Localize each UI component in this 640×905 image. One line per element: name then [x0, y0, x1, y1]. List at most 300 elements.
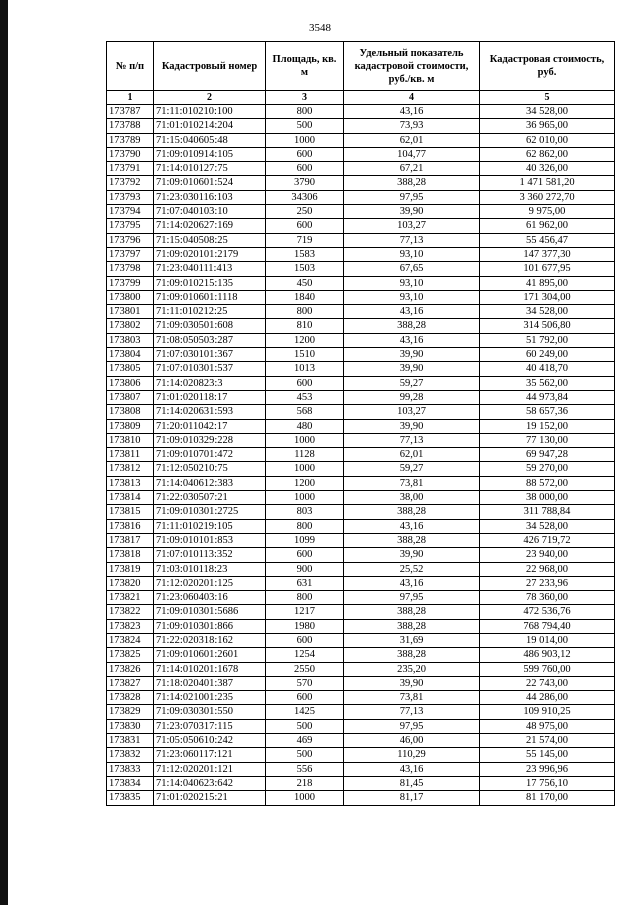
column-number: 2 — [154, 91, 266, 105]
table-row — [107, 662, 615, 676]
specific-value-cell: 31,69 — [344, 633, 480, 647]
cadastral-value-cell: 77 130,00 — [480, 433, 615, 447]
row-number-cell: 173832 — [107, 748, 154, 762]
cadastral-number-cell: 71:14:021001:235 — [154, 691, 266, 705]
area-cell: 1425 — [266, 705, 344, 719]
area-cell: 1000 — [266, 133, 344, 147]
cadastral-number-cell: 71:23:040111:413 — [154, 262, 266, 276]
cadastral-value-cell: 9 975,00 — [480, 205, 615, 219]
table-row — [107, 633, 615, 647]
cadastral-number-cell: 71:09:010914:105 — [154, 147, 266, 161]
cadastral-value-cell: 61 962,00 — [480, 219, 615, 233]
row-number-cell: 173794 — [107, 205, 154, 219]
specific-value-cell: 81,45 — [344, 776, 480, 790]
cadastral-number-cell: 71:09:010301:866 — [154, 619, 266, 633]
cadastral-number-cell: 71:23:060117:121 — [154, 748, 266, 762]
cadastral-value-cell: 44 286,00 — [480, 691, 615, 705]
specific-value-cell: 43,16 — [344, 519, 480, 533]
specific-value-cell: 39,90 — [344, 205, 480, 219]
row-number-cell: 173809 — [107, 419, 154, 433]
cadastral-number-cell: 71:12:050210:75 — [154, 462, 266, 476]
cadastral-value-cell: 311 788,84 — [480, 505, 615, 519]
cadastral-value-cell: 101 677,95 — [480, 262, 615, 276]
cadastral-value-cell: 55 456,47 — [480, 233, 615, 247]
cadastral-number-cell: 71:12:020201:125 — [154, 576, 266, 590]
row-number-cell: 173797 — [107, 247, 154, 261]
specific-value-cell: 77,13 — [344, 433, 480, 447]
table-row — [107, 405, 615, 419]
specific-value-cell: 97,95 — [344, 719, 480, 733]
row-number-cell: 173805 — [107, 362, 154, 376]
cadastral-value-cell: 22 743,00 — [480, 676, 615, 690]
cadastral-number-cell: 71:14:020631:593 — [154, 405, 266, 419]
column-number: 1 — [107, 91, 154, 105]
row-number-cell: 173787 — [107, 105, 154, 119]
cadastral-value-cell: 78 360,00 — [480, 591, 615, 605]
row-number-cell: 173825 — [107, 648, 154, 662]
area-cell: 1000 — [266, 791, 344, 805]
header-cadastral-number: Кадастровый номер — [154, 42, 266, 91]
table-row — [107, 276, 615, 290]
cadastral-number-cell: 71:05:050610:242 — [154, 734, 266, 748]
cadastral-value-cell: 34 528,00 — [480, 105, 615, 119]
column-number: 4 — [344, 91, 480, 105]
row-number-cell: 173804 — [107, 348, 154, 362]
specific-value-cell: 103,27 — [344, 405, 480, 419]
row-number-cell: 173814 — [107, 491, 154, 505]
specific-value-cell: 43,16 — [344, 762, 480, 776]
table-row — [107, 190, 615, 204]
specific-value-cell: 43,16 — [344, 576, 480, 590]
area-cell: 1000 — [266, 462, 344, 476]
specific-value-cell: 97,95 — [344, 190, 480, 204]
area-cell: 719 — [266, 233, 344, 247]
area-cell: 3790 — [266, 176, 344, 190]
row-number-cell: 173790 — [107, 147, 154, 161]
area-cell: 218 — [266, 776, 344, 790]
specific-value-cell: 62,01 — [344, 133, 480, 147]
cadastral-value-cell: 768 794,40 — [480, 619, 615, 633]
cadastral-number-cell: 71:20:011042:17 — [154, 419, 266, 433]
area-cell: 500 — [266, 719, 344, 733]
table-row — [107, 462, 615, 476]
area-cell: 1200 — [266, 333, 344, 347]
specific-value-cell: 99,28 — [344, 390, 480, 404]
table-row — [107, 562, 615, 576]
row-number-cell: 173831 — [107, 734, 154, 748]
row-number-cell: 173829 — [107, 705, 154, 719]
area-cell: 450 — [266, 276, 344, 290]
cadastral-number-cell: 71:09:020101:2179 — [154, 247, 266, 261]
cadastral-number-cell: 71:01:010214:204 — [154, 119, 266, 133]
specific-value-cell: 73,81 — [344, 476, 480, 490]
cadastral-value-cell: 38 000,00 — [480, 491, 615, 505]
specific-value-cell: 104,77 — [344, 147, 480, 161]
table-row — [107, 719, 615, 733]
cadastral-number-cell: 71:09:010601:1118 — [154, 290, 266, 304]
area-cell: 2550 — [266, 662, 344, 676]
cadastral-number-cell: 71:07:030101:367 — [154, 348, 266, 362]
cadastral-number-cell: 71:14:040623:642 — [154, 776, 266, 790]
header-row-number: № п/п — [107, 42, 154, 91]
row-number-cell: 173820 — [107, 576, 154, 590]
area-cell: 34306 — [266, 190, 344, 204]
table-row — [107, 505, 615, 519]
area-cell: 1510 — [266, 348, 344, 362]
table-row — [107, 176, 615, 190]
table-row — [107, 348, 615, 362]
cadastral-number-cell: 71:09:010301:2725 — [154, 505, 266, 519]
cadastral-number-cell: 71:09:010601:2601 — [154, 648, 266, 662]
table-row — [107, 762, 615, 776]
cadastral-number-cell: 71:15:040605:48 — [154, 133, 266, 147]
specific-value-cell: 77,13 — [344, 705, 480, 719]
cadastral-value-cell: 55 145,00 — [480, 748, 615, 762]
row-number-cell: 173802 — [107, 319, 154, 333]
table-row — [107, 591, 615, 605]
row-number-cell: 173835 — [107, 791, 154, 805]
cadastral-value-cell: 17 756,10 — [480, 776, 615, 790]
area-cell: 1000 — [266, 433, 344, 447]
area-cell: 1840 — [266, 290, 344, 304]
row-number-cell: 173788 — [107, 119, 154, 133]
cadastral-value-cell: 81 170,00 — [480, 791, 615, 805]
cadastral-value-cell: 35 562,00 — [480, 376, 615, 390]
column-number: 5 — [480, 91, 615, 105]
area-cell: 600 — [266, 162, 344, 176]
specific-value-cell: 73,81 — [344, 691, 480, 705]
specific-value-cell: 97,95 — [344, 591, 480, 605]
cadastral-number-cell: 71:14:040612:383 — [154, 476, 266, 490]
cadastral-number-cell: 71:09:030501:608 — [154, 319, 266, 333]
cadastral-number-cell: 71:09:010215:135 — [154, 276, 266, 290]
cadastral-value-table — [106, 41, 615, 806]
specific-value-cell: 39,90 — [344, 362, 480, 376]
table-row — [107, 262, 615, 276]
cadastral-value-cell: 486 903,12 — [480, 648, 615, 662]
specific-value-cell: 93,10 — [344, 290, 480, 304]
area-cell: 1000 — [266, 491, 344, 505]
area-cell: 250 — [266, 205, 344, 219]
row-number-cell: 173830 — [107, 719, 154, 733]
specific-value-cell: 39,90 — [344, 348, 480, 362]
table-row — [107, 576, 615, 590]
row-number-cell: 173834 — [107, 776, 154, 790]
area-cell: 900 — [266, 562, 344, 576]
row-number-cell: 173811 — [107, 448, 154, 462]
header-cadastral-value: Кадастровая стоимость, руб. — [480, 42, 615, 91]
area-cell: 800 — [266, 305, 344, 319]
row-number-cell: 173833 — [107, 762, 154, 776]
specific-value-cell: 67,21 — [344, 162, 480, 176]
column-number-row — [107, 91, 615, 105]
cadastral-value-cell: 109 910,25 — [480, 705, 615, 719]
area-cell: 803 — [266, 505, 344, 519]
area-cell: 1583 — [266, 247, 344, 261]
area-cell: 810 — [266, 319, 344, 333]
specific-value-cell: 43,16 — [344, 333, 480, 347]
specific-value-cell: 25,52 — [344, 562, 480, 576]
area-cell: 570 — [266, 676, 344, 690]
cadastral-number-cell: 71:14:010127:75 — [154, 162, 266, 176]
area-cell: 800 — [266, 105, 344, 119]
cadastral-number-cell: 71:14:010201:1678 — [154, 662, 266, 676]
cadastral-number-cell: 71:03:010118:23 — [154, 562, 266, 576]
specific-value-cell: 43,16 — [344, 305, 480, 319]
table-row — [107, 105, 615, 119]
specific-value-cell: 38,00 — [344, 491, 480, 505]
table-row — [107, 533, 615, 547]
table-row — [107, 734, 615, 748]
table-header-row — [107, 42, 615, 91]
cadastral-number-cell: 71:01:020118:17 — [154, 390, 266, 404]
table-row — [107, 491, 615, 505]
row-number-cell: 173792 — [107, 176, 154, 190]
area-cell: 1980 — [266, 619, 344, 633]
table-row — [107, 333, 615, 347]
row-number-cell: 173798 — [107, 262, 154, 276]
table-row — [107, 133, 615, 147]
row-number-cell: 173817 — [107, 533, 154, 547]
table-row — [107, 247, 615, 261]
cadastral-value-cell: 19 152,00 — [480, 419, 615, 433]
cadastral-number-cell: 71:15:040508:25 — [154, 233, 266, 247]
specific-value-cell: 59,27 — [344, 462, 480, 476]
table-row — [107, 205, 615, 219]
area-cell: 469 — [266, 734, 344, 748]
specific-value-cell: 39,90 — [344, 419, 480, 433]
table-row — [107, 290, 615, 304]
cadastral-number-cell: 71:09:010301:5686 — [154, 605, 266, 619]
table-row — [107, 548, 615, 562]
area-cell: 1503 — [266, 262, 344, 276]
specific-value-cell: 46,00 — [344, 734, 480, 748]
table-row — [107, 419, 615, 433]
cadastral-value-cell: 19 014,00 — [480, 633, 615, 647]
header-area: Площадь, кв. м — [266, 42, 344, 91]
specific-value-cell: 110,29 — [344, 748, 480, 762]
specific-value-cell: 67,65 — [344, 262, 480, 276]
area-cell: 600 — [266, 691, 344, 705]
cadastral-number-cell: 71:09:010101:853 — [154, 533, 266, 547]
row-number-cell: 173807 — [107, 390, 154, 404]
area-cell: 500 — [266, 748, 344, 762]
row-number-cell: 173793 — [107, 190, 154, 204]
table-row — [107, 705, 615, 719]
cadastral-number-cell: 71:14:020627:169 — [154, 219, 266, 233]
cadastral-number-cell: 71:23:060403:16 — [154, 591, 266, 605]
cadastral-value-cell: 51 792,00 — [480, 333, 615, 347]
cadastral-number-cell: 71:23:070317:115 — [154, 719, 266, 733]
cadastral-value-cell: 23 996,96 — [480, 762, 615, 776]
specific-value-cell: 81,17 — [344, 791, 480, 805]
cadastral-value-cell: 40 326,00 — [480, 162, 615, 176]
cadastral-value-cell: 59 270,00 — [480, 462, 615, 476]
cadastral-number-cell: 71:07:010301:537 — [154, 362, 266, 376]
cadastral-value-cell: 314 506,80 — [480, 319, 615, 333]
row-number-cell: 173826 — [107, 662, 154, 676]
area-cell: 1128 — [266, 448, 344, 462]
row-number-cell: 173828 — [107, 691, 154, 705]
cadastral-value-cell: 599 760,00 — [480, 662, 615, 676]
table-row — [107, 162, 615, 176]
area-cell: 631 — [266, 576, 344, 590]
specific-value-cell: 388,28 — [344, 648, 480, 662]
area-cell: 800 — [266, 591, 344, 605]
table-row — [107, 648, 615, 662]
cadastral-number-cell: 71:07:010113:352 — [154, 548, 266, 562]
specific-value-cell: 59,27 — [344, 376, 480, 390]
row-number-cell: 173821 — [107, 591, 154, 605]
area-cell: 1013 — [266, 362, 344, 376]
table-row — [107, 433, 615, 447]
cadastral-value-cell: 426 719,72 — [480, 533, 615, 547]
specific-value-cell: 77,13 — [344, 233, 480, 247]
area-cell: 480 — [266, 419, 344, 433]
specific-value-cell: 388,28 — [344, 605, 480, 619]
row-number-cell: 173791 — [107, 162, 154, 176]
cadastral-value-cell: 22 968,00 — [480, 562, 615, 576]
row-number-cell: 173799 — [107, 276, 154, 290]
row-number-cell: 173813 — [107, 476, 154, 490]
table-row — [107, 233, 615, 247]
cadastral-number-cell: 71:11:010210:100 — [154, 105, 266, 119]
cadastral-value-cell: 62 010,00 — [480, 133, 615, 147]
row-number-cell: 173823 — [107, 619, 154, 633]
cadastral-value-cell: 69 947,28 — [480, 448, 615, 462]
row-number-cell: 173812 — [107, 462, 154, 476]
table-row — [107, 676, 615, 690]
cadastral-value-cell: 34 528,00 — [480, 519, 615, 533]
cadastral-number-cell: 71:22:020318:162 — [154, 633, 266, 647]
cadastral-number-cell: 71:11:010219:105 — [154, 519, 266, 533]
table-row — [107, 605, 615, 619]
specific-value-cell: 388,28 — [344, 505, 480, 519]
cadastral-value-cell: 1 471 581,20 — [480, 176, 615, 190]
area-cell: 500 — [266, 119, 344, 133]
specific-value-cell: 73,93 — [344, 119, 480, 133]
table-row — [107, 376, 615, 390]
table-row — [107, 362, 615, 376]
header-specific-value: Удельный показатель кадастровой стоимости, руб./кв. м — [344, 42, 480, 91]
area-cell: 453 — [266, 390, 344, 404]
cadastral-number-cell: 71:12:020201:121 — [154, 762, 266, 776]
cadastral-value-cell: 34 528,00 — [480, 305, 615, 319]
specific-value-cell: 388,28 — [344, 176, 480, 190]
row-number-cell: 173795 — [107, 219, 154, 233]
area-cell: 800 — [266, 519, 344, 533]
specific-value-cell: 62,01 — [344, 448, 480, 462]
area-cell: 568 — [266, 405, 344, 419]
page-number: 3548 — [309, 22, 331, 34]
row-number-cell: 173810 — [107, 433, 154, 447]
table-row — [107, 791, 615, 805]
area-cell: 600 — [266, 548, 344, 562]
area-cell: 600 — [266, 147, 344, 161]
cadastral-number-cell: 71:09:030301:550 — [154, 705, 266, 719]
specific-value-cell: 103,27 — [344, 219, 480, 233]
cadastral-number-cell: 71:01:020215:21 — [154, 791, 266, 805]
cadastral-number-cell: 71:07:040103:10 — [154, 205, 266, 219]
area-cell: 1254 — [266, 648, 344, 662]
cadastral-value-cell: 41 895,00 — [480, 276, 615, 290]
table-row — [107, 691, 615, 705]
row-number-cell: 173796 — [107, 233, 154, 247]
row-number-cell: 173816 — [107, 519, 154, 533]
row-number-cell: 173818 — [107, 548, 154, 562]
specific-value-cell: 93,10 — [344, 247, 480, 261]
cadastral-value-cell: 3 360 272,70 — [480, 190, 615, 204]
area-cell: 556 — [266, 762, 344, 776]
cadastral-value-cell: 27 233,96 — [480, 576, 615, 590]
cadastral-number-cell: 71:18:020401:387 — [154, 676, 266, 690]
cadastral-value-cell: 36 965,00 — [480, 119, 615, 133]
table-row — [107, 119, 615, 133]
cadastral-number-cell: 71:23:030116:103 — [154, 190, 266, 204]
cadastral-number-cell: 71:22:030507:21 — [154, 491, 266, 505]
cadastral-value-cell: 44 973,84 — [480, 390, 615, 404]
table-row — [107, 448, 615, 462]
specific-value-cell: 388,28 — [344, 533, 480, 547]
table-row — [107, 519, 615, 533]
cadastral-value-cell: 23 940,00 — [480, 548, 615, 562]
row-number-cell: 173822 — [107, 605, 154, 619]
cadastral-value-cell: 21 574,00 — [480, 734, 615, 748]
scan-binding-edge — [0, 0, 8, 905]
row-number-cell: 173827 — [107, 676, 154, 690]
specific-value-cell: 388,28 — [344, 619, 480, 633]
table-row — [107, 619, 615, 633]
cadastral-number-cell: 71:08:050503:287 — [154, 333, 266, 347]
specific-value-cell: 39,90 — [344, 676, 480, 690]
column-number: 3 — [266, 91, 344, 105]
specific-value-cell: 388,28 — [344, 319, 480, 333]
row-number-cell: 173808 — [107, 405, 154, 419]
table-row — [107, 476, 615, 490]
table-body — [107, 105, 615, 806]
table-row — [107, 748, 615, 762]
row-number-cell: 173800 — [107, 290, 154, 304]
row-number-cell: 173801 — [107, 305, 154, 319]
cadastral-value-cell: 62 862,00 — [480, 147, 615, 161]
row-number-cell: 173819 — [107, 562, 154, 576]
row-number-cell: 173824 — [107, 633, 154, 647]
area-cell: 1200 — [266, 476, 344, 490]
cadastral-number-cell: 71:14:020823:3 — [154, 376, 266, 390]
table-row — [107, 147, 615, 161]
area-cell: 1099 — [266, 533, 344, 547]
cadastral-value-cell: 40 418,70 — [480, 362, 615, 376]
area-cell: 1217 — [266, 605, 344, 619]
table-row — [107, 305, 615, 319]
row-number-cell: 173789 — [107, 133, 154, 147]
specific-value-cell: 235,20 — [344, 662, 480, 676]
cadastral-value-cell: 171 304,00 — [480, 290, 615, 304]
cadastral-number-cell: 71:09:010601:524 — [154, 176, 266, 190]
cadastral-value-cell: 88 572,00 — [480, 476, 615, 490]
table-row — [107, 219, 615, 233]
cadastral-value-cell: 58 657,36 — [480, 405, 615, 419]
area-cell: 600 — [266, 633, 344, 647]
row-number-cell: 173803 — [107, 333, 154, 347]
cadastral-value-cell: 472 536,76 — [480, 605, 615, 619]
cadastral-value-cell: 48 975,00 — [480, 719, 615, 733]
table-row — [107, 319, 615, 333]
cadastral-number-cell: 71:09:010701:472 — [154, 448, 266, 462]
specific-value-cell: 43,16 — [344, 105, 480, 119]
cadastral-value-cell: 60 249,00 — [480, 348, 615, 362]
specific-value-cell: 39,90 — [344, 548, 480, 562]
